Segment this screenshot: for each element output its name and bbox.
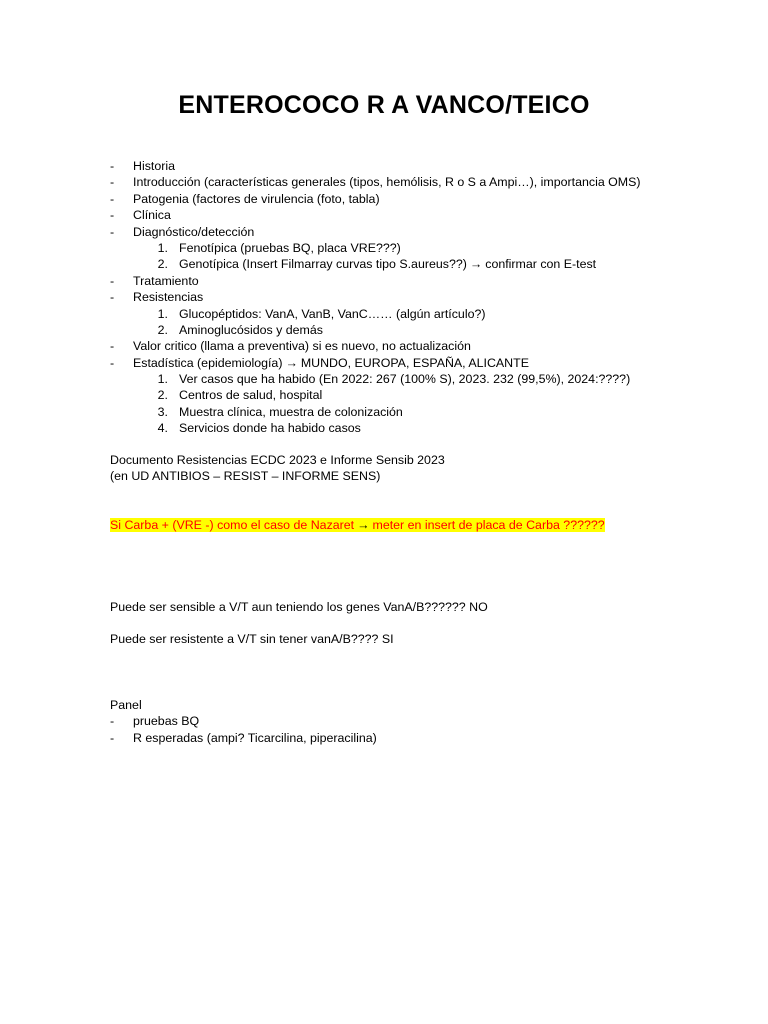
documento-note	[110, 452, 445, 485]
bullet-dash: -	[110, 355, 115, 370]
bullet-dash: -	[110, 730, 115, 745]
arrow-right-icon: →	[469, 257, 483, 272]
arrow-right-icon: →	[285, 355, 298, 370]
list-item: - Resistencias	[110, 290, 204, 305]
list-item: - Patogenia (factores de virulencia (foto, tabla)	[110, 191, 380, 206]
numbered-item: 2. Aminoglucósidos y demás	[157, 322, 323, 337]
documento-line: (en UD ANTIBIOS – RESIST – INFORME SENS)	[110, 469, 381, 484]
bullet-dash: -	[110, 290, 115, 305]
list-item: - Estadística (epidemiología) → MUNDO, EUROPA, ESPAÑA, ALICANTE	[110, 355, 529, 370]
bullet-dash: -	[110, 191, 115, 206]
arrow-right-icon: →	[357, 518, 370, 532]
numbered-item: 1. Ver casos que ha habido (En 2022: 267 (100% S), 2023. 232 (99,5%), 2024:????)	[157, 372, 631, 387]
highlighted-note	[110, 517, 605, 533]
bullet-dash: -	[110, 208, 115, 223]
bullet-dash: -	[110, 273, 115, 288]
numbered-item: 2. Genotípica (Insert Filmarray curvas tipo S.aureus??) → confirmar con E-test	[157, 257, 597, 272]
highlighted-text: Si Carba + (VRE -) como el caso de Nazaret → meter en insert de placa de Carba ??????	[110, 518, 605, 532]
question-sensible: Puede ser sensible a V/T aun teniendo los genes VanA/B?????? NO	[110, 600, 488, 614]
panel-section	[110, 697, 750, 746]
list-item: - Valor critico (llama a preventiva) si es nuevo, no actualización	[110, 339, 471, 354]
document-title: ENTEROCOCO R A VANCO/TEICO	[178, 91, 590, 119]
list-item: - Tratamiento	[110, 273, 199, 288]
list-item: - R esperadas (ampi? Ticarcilina, piperacilina)	[110, 730, 377, 745]
list-item: - Introducción (características generales (tipos, hemólisis, R o S a Ampi…), importancia OMS)	[110, 175, 641, 190]
numbered-item: 2. Centros de salud, hospital	[157, 388, 323, 403]
bullet-dash: -	[110, 175, 115, 190]
list-item: - Clínica	[110, 208, 171, 223]
bullet-dash: -	[110, 224, 115, 239]
bullet-dash: -	[110, 714, 115, 729]
numbered-item: 1. Fenotípica (pruebas BQ, placa VRE???)	[157, 240, 401, 255]
list-item: - Diagnóstico/detección	[110, 224, 255, 239]
outline-list	[110, 158, 750, 437]
numbered-item: 1. Glucopéptidos: VanA, VanB, VanC…… (algún artículo?)	[157, 306, 486, 321]
list-item: - Historia	[110, 159, 175, 173]
bullet-dash: -	[110, 159, 115, 173]
question-resistente: Puede ser resistente a V/T sin tener vanA/B???? SI	[110, 632, 394, 646]
panel-heading: Panel	[110, 698, 142, 712]
list-item: - pruebas BQ	[110, 714, 200, 729]
bullet-dash: -	[110, 339, 115, 354]
numbered-item: 3. Muestra clínica, muestra de colonización	[157, 404, 403, 419]
documento-line: Documento Resistencias ECDC 2023 e Informe Sensib 2023	[110, 453, 445, 467]
numbered-item: 4. Servicios donde ha habido casos	[157, 421, 361, 436]
